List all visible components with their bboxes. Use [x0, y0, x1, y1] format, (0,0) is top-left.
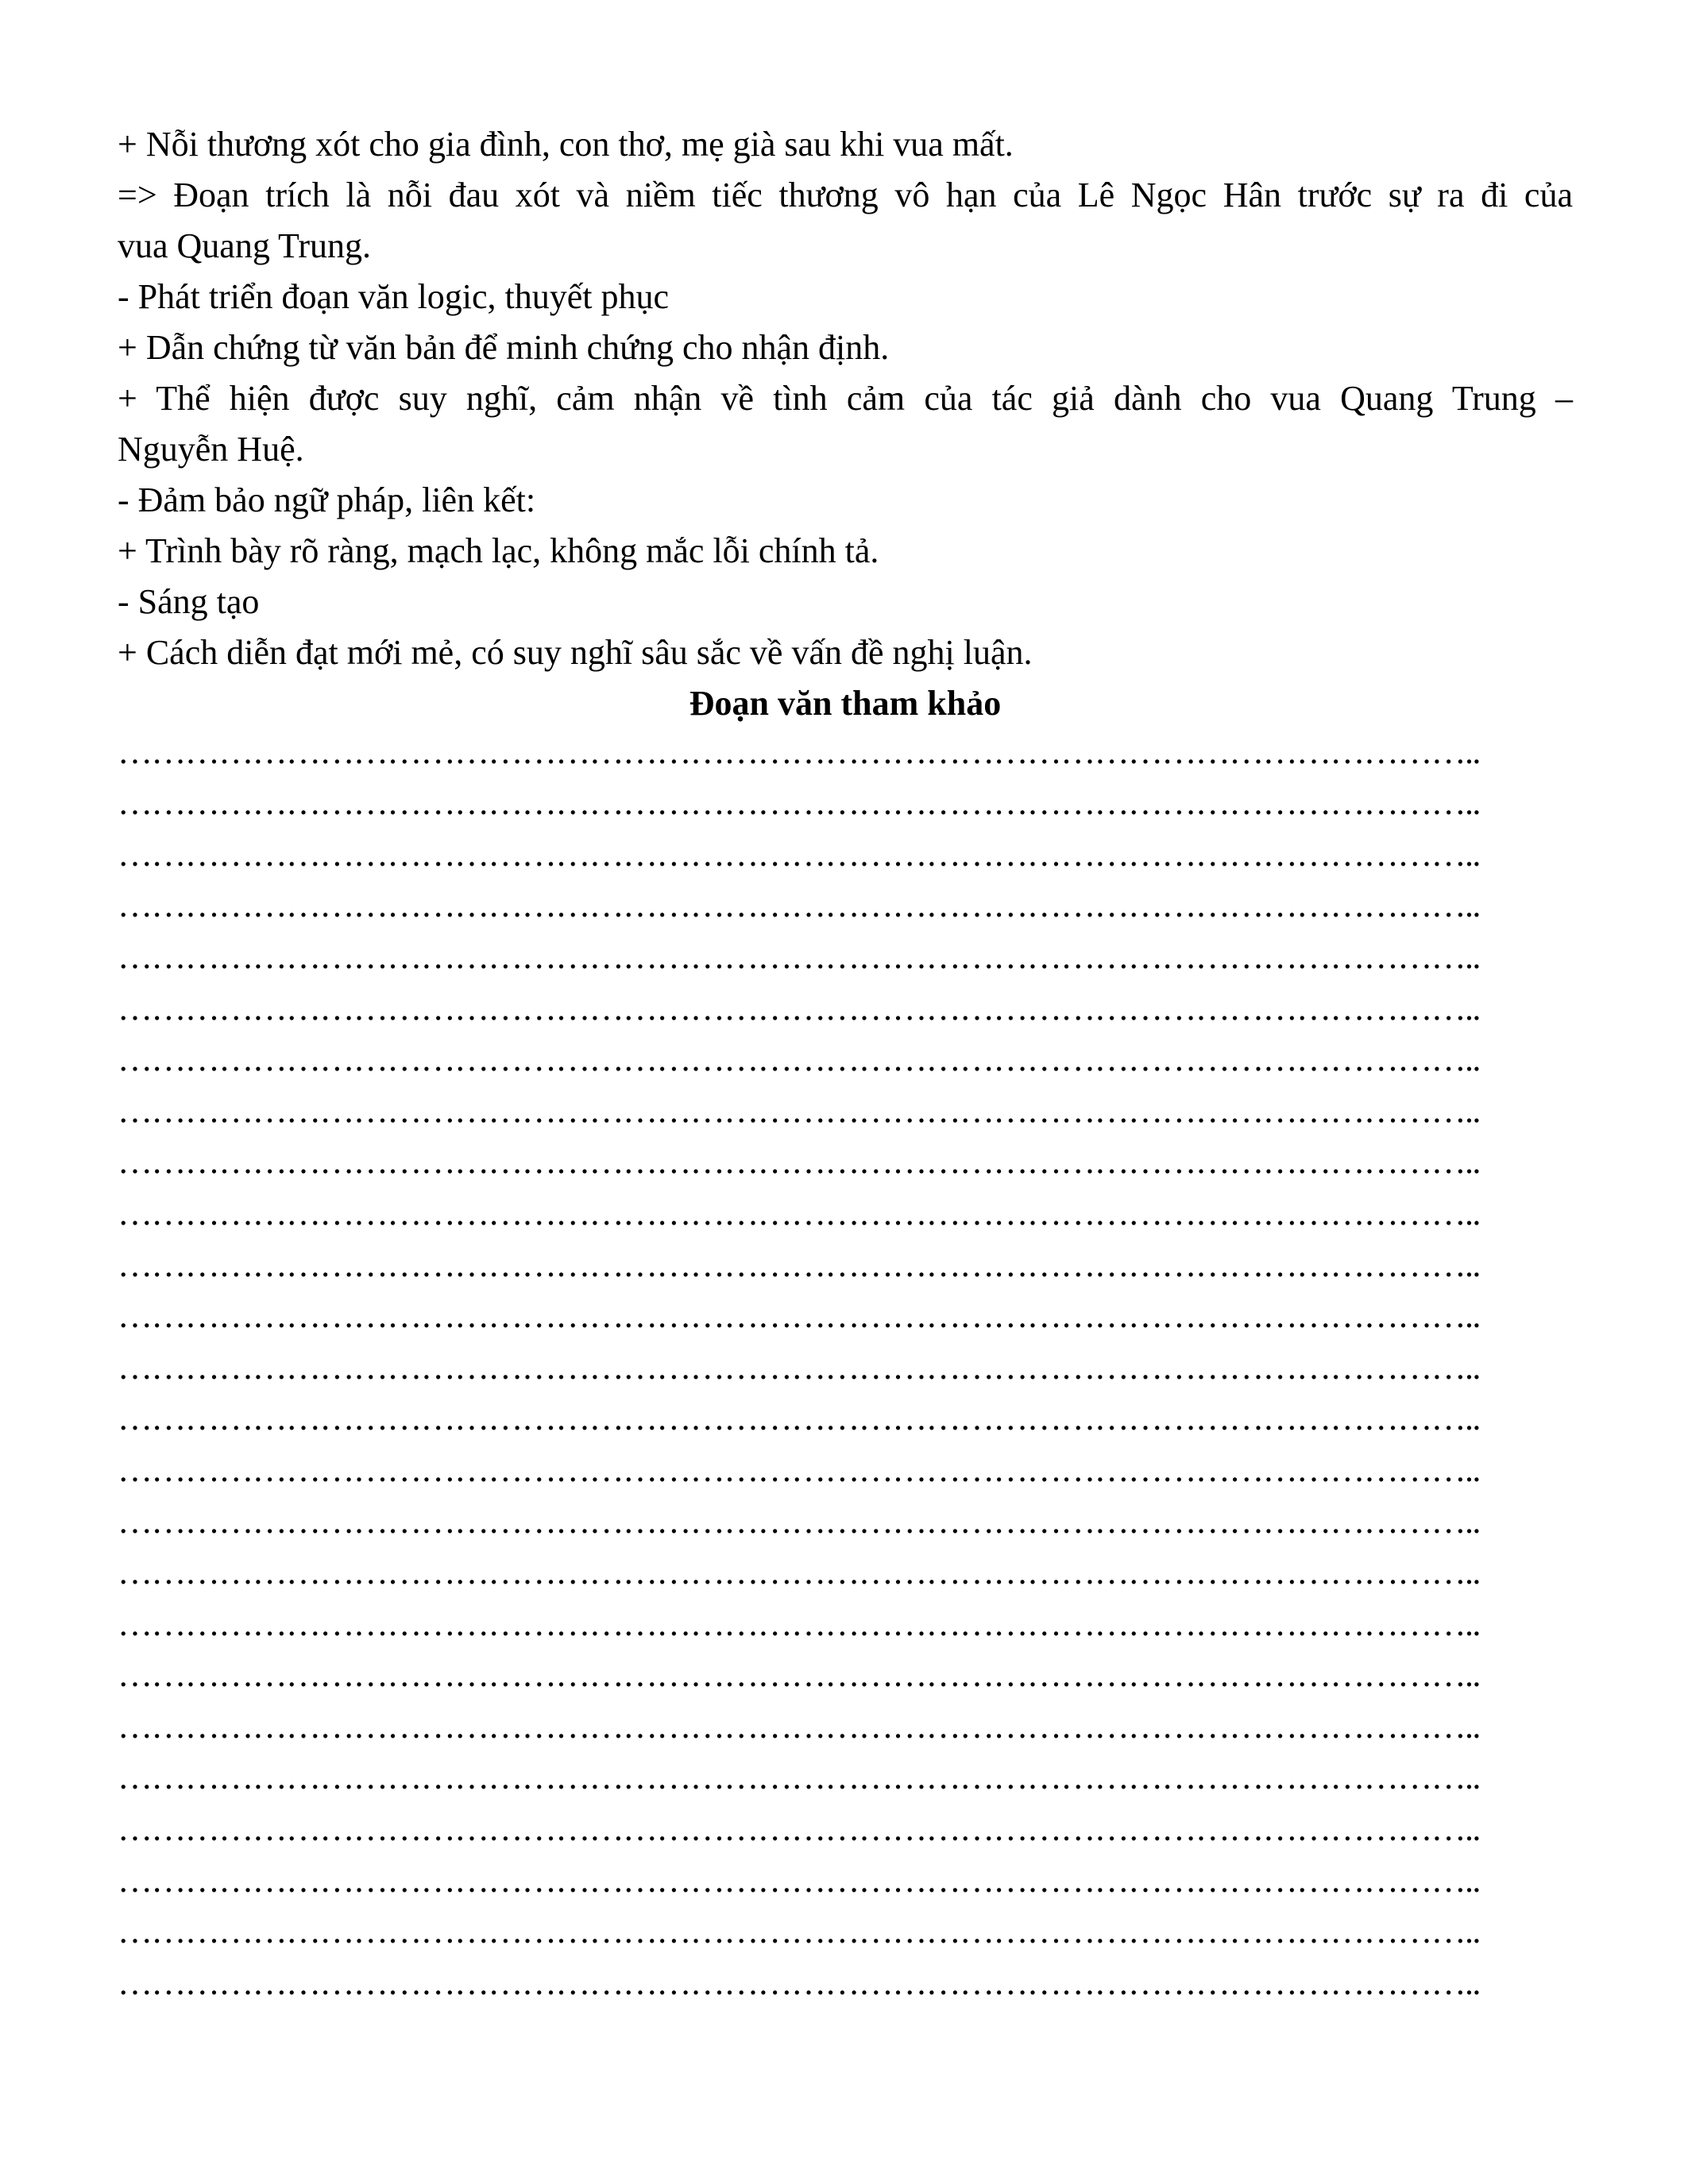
dotted-writing-line[interactable]: ………………………………………………………………………………………………………….. — [118, 1657, 1480, 1693]
text-line-8: - Đảm bảo ngữ pháp, liên kết: — [118, 480, 536, 519]
section-heading: Đoạn văn tham khảo — [689, 684, 1002, 723]
dotted-writing-line[interactable]: ………………………………………………………………………………………………………….. — [118, 939, 1480, 974]
dotted-writing-line[interactable]: ………………………………………………………………………………………………………….. — [118, 1042, 1480, 1078]
text-line-5: + Dẫn chứng từ văn bản để minh chứng cho nhận định. — [118, 328, 890, 367]
dotted-writing-line[interactable]: ………………………………………………………………………………………………………….. — [118, 1093, 1480, 1129]
text-line-4: - Phát triển đoạn văn logic, thuyết phục — [118, 277, 670, 316]
dotted-writing-line[interactable]: ………………………………………………………………………………………………………….. — [118, 1298, 1480, 1334]
text-line-1: + Nỗi thương xót cho gia đình, con thơ, mẹ già sau khi vua mất. — [118, 125, 1014, 164]
text-line-2: => Đoạn trích là nỗi đau xót và niềm tiếc thương vô hạn của Lê Ngọc Hân trước sự ra đi của — [118, 176, 1573, 214]
text-line-11: + Cách diễn đạt mới mẻ, có suy nghĩ sâu sắc về vấn đề nghị luận. — [118, 633, 1033, 672]
dotted-writing-line[interactable]: ………………………………………………………………………………………………………….. — [118, 1401, 1480, 1437]
dotted-writing-line[interactable]: ………………………………………………………………………………………………………….. — [118, 1247, 1480, 1283]
dotted-writing-line[interactable]: ………………………………………………………………………………………………………….. — [118, 1812, 1480, 1847]
dotted-writing-line[interactable]: ………………………………………………………………………………………………………….. — [118, 990, 1480, 1026]
text-line-10: - Sáng tạo — [118, 582, 260, 621]
dotted-writing-line[interactable]: ………………………………………………………………………………………………………….. — [118, 888, 1480, 924]
dotted-writing-line[interactable]: ………………………………………………………………………………………………………….. — [118, 1862, 1480, 1898]
dotted-writing-line[interactable]: ………………………………………………………………………………………………………….. — [118, 1349, 1480, 1385]
dotted-writing-line[interactable]: ………………………………………………………………………………………………………….. — [118, 1965, 1480, 2001]
dotted-writing-line[interactable]: ………………………………………………………………………………………………………….. — [118, 1914, 1480, 1950]
dotted-writing-line[interactable]: ………………………………………………………………………………………………………….. — [118, 1555, 1480, 1591]
dotted-writing-line[interactable]: ………………………………………………………………………………………………………….. — [118, 734, 1480, 770]
dotted-writing-line[interactable]: ………………………………………………………………………………………………………….. — [118, 1760, 1480, 1796]
dotted-writing-line[interactable]: ………………………………………………………………………………………………………….. — [118, 1195, 1480, 1231]
dotted-writing-line[interactable]: ………………………………………………………………………………………………………….. — [118, 836, 1480, 872]
dotted-writing-line[interactable]: ………………………………………………………………………………………………………….. — [118, 1503, 1480, 1539]
dotted-writing-line[interactable]: ………………………………………………………………………………………………………….. — [118, 1452, 1480, 1488]
dotted-writing-line[interactable]: ………………………………………………………………………………………………………….. — [118, 1708, 1480, 1744]
text-line-3: vua Quang Trung. — [118, 226, 372, 265]
dotted-writing-line[interactable]: ………………………………………………………………………………………………………….. — [118, 1144, 1480, 1180]
dotted-writing-line[interactable]: ………………………………………………………………………………………………………….. — [118, 1606, 1480, 1642]
text-line-9: + Trình bày rõ ràng, mạch lạc, không mắc lỗi chính tả. — [118, 531, 879, 570]
text-line-7: Nguyễn Huệ. — [118, 430, 304, 469]
writing-area — [118, 729, 1573, 2012]
text-line-6: + Thể hiện được suy nghĩ, cảm nhận về tình cảm của tác giả dành cho vua Quang Trung – — [118, 379, 1573, 418]
dotted-writing-line[interactable]: ………………………………………………………………………………………………………….. — [118, 785, 1480, 821]
document-page — [118, 119, 1573, 2012]
